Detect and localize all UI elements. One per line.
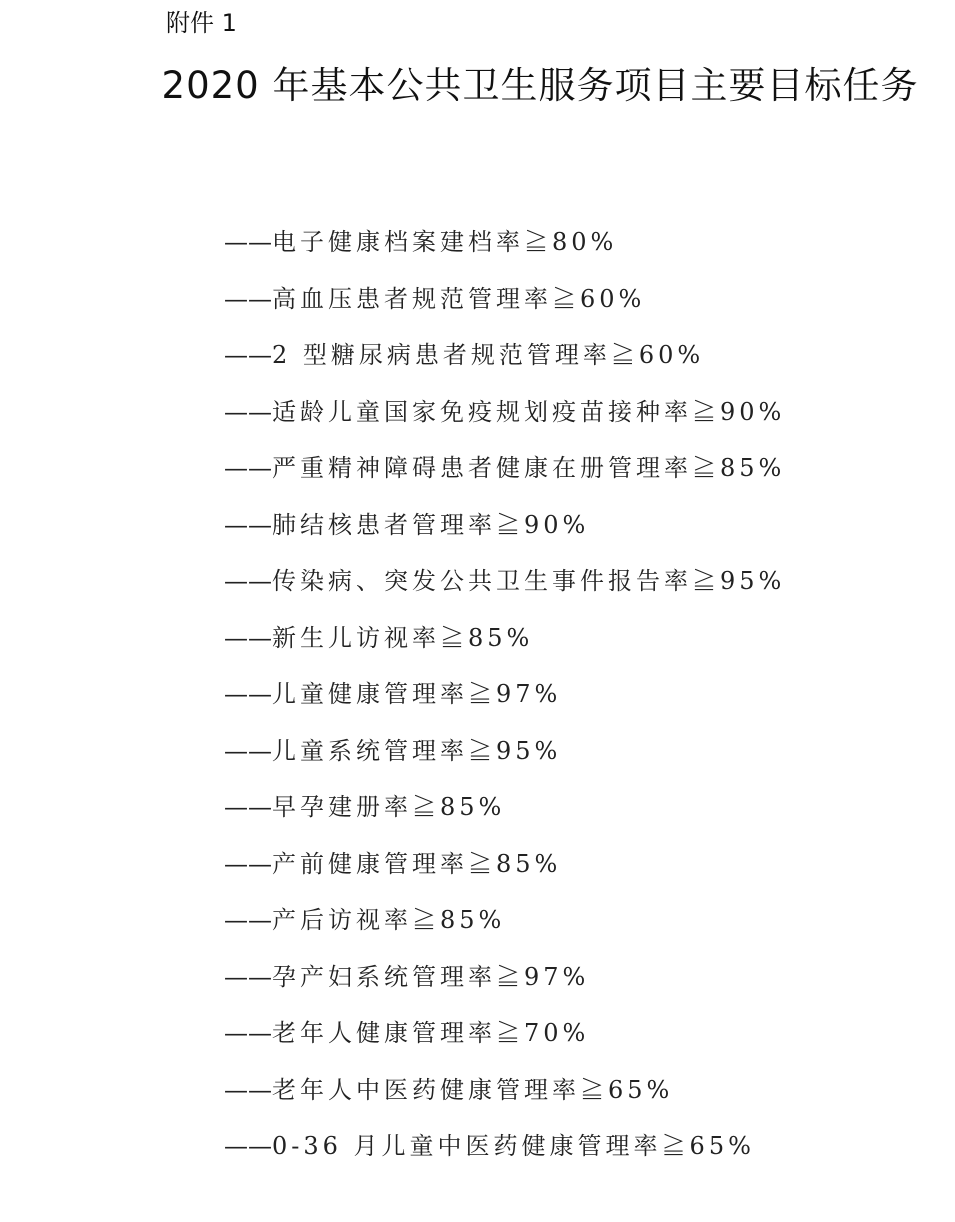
target-item: [224, 220, 785, 277]
dash-prefix: ——: [224, 1132, 272, 1160]
target-item: [224, 785, 785, 842]
dash-prefix: ——: [224, 736, 272, 765]
target-text: 产后访视率≧85%: [272, 906, 506, 934]
target-item: [224, 1068, 785, 1125]
dash-prefix: ——: [224, 680, 272, 708]
target-item: [224, 672, 785, 729]
document-title: 2020 年基本公共卫生服务项目主要目标任务: [161, 64, 919, 107]
target-item: [224, 898, 785, 955]
target-item: [224, 955, 785, 1012]
target-text: 传染病、突发公共卫生事件报告率≧95%: [272, 567, 786, 595]
dash-prefix: ——: [224, 284, 272, 313]
target-text: 电子健康档案建档率≧80%: [272, 228, 618, 256]
target-item: [224, 616, 785, 673]
dash-prefix: ——: [224, 623, 272, 652]
target-item: [224, 842, 785, 899]
target-item: [224, 333, 785, 390]
target-text: 严重精神障碍患者健康在册管理率≧85%: [272, 454, 786, 482]
target-text: 适龄儿童国家免疫规划疫苗接种率≧90%: [272, 397, 786, 426]
dash-prefix: ——: [224, 454, 272, 482]
dash-prefix: ——: [224, 567, 272, 595]
dash-prefix: ——: [224, 397, 272, 426]
target-item: [224, 1011, 785, 1068]
dash-prefix: ——: [224, 962, 272, 991]
target-item: [224, 446, 785, 503]
dash-prefix: ——: [224, 1075, 272, 1104]
target-item: [224, 503, 785, 560]
target-text: 0-36 月儿童中医药健康管理率≧65%: [272, 1132, 755, 1160]
target-text: 老年人健康管理率≧70%: [272, 1019, 590, 1047]
target-list: [224, 220, 785, 1181]
dash-prefix: ——: [224, 793, 272, 821]
dash-prefix: ——: [224, 1019, 272, 1047]
target-item: [224, 1124, 785, 1181]
dash-prefix: ——: [224, 228, 272, 256]
target-text: 新生儿访视率≧85%: [272, 623, 534, 652]
target-text: 产前健康管理率≧85%: [272, 849, 562, 878]
target-item: [224, 390, 785, 447]
dash-prefix: ——: [224, 341, 272, 369]
target-item: [224, 559, 785, 616]
target-text: 高血压患者规范管理率≧60%: [272, 284, 646, 313]
target-text: 早孕建册率≧85%: [272, 793, 506, 821]
dash-prefix: ——: [224, 906, 272, 934]
target-text: 肺结核患者管理率≧90%: [272, 510, 590, 539]
dash-prefix: ——: [224, 510, 272, 539]
dash-prefix: ——: [224, 849, 272, 878]
target-text: 老年人中医药健康管理率≧65%: [272, 1075, 674, 1104]
attachment-label: 附件 1: [166, 9, 237, 37]
target-text: 儿童健康管理率≧97%: [272, 680, 562, 708]
target-text: 孕产妇系统管理率≧97%: [272, 962, 590, 991]
target-item: [224, 277, 785, 334]
target-text: 儿童系统管理率≧95%: [272, 736, 562, 765]
target-text: 2 型糖尿病患者规范管理率≧60%: [272, 341, 705, 369]
target-item: [224, 729, 785, 786]
